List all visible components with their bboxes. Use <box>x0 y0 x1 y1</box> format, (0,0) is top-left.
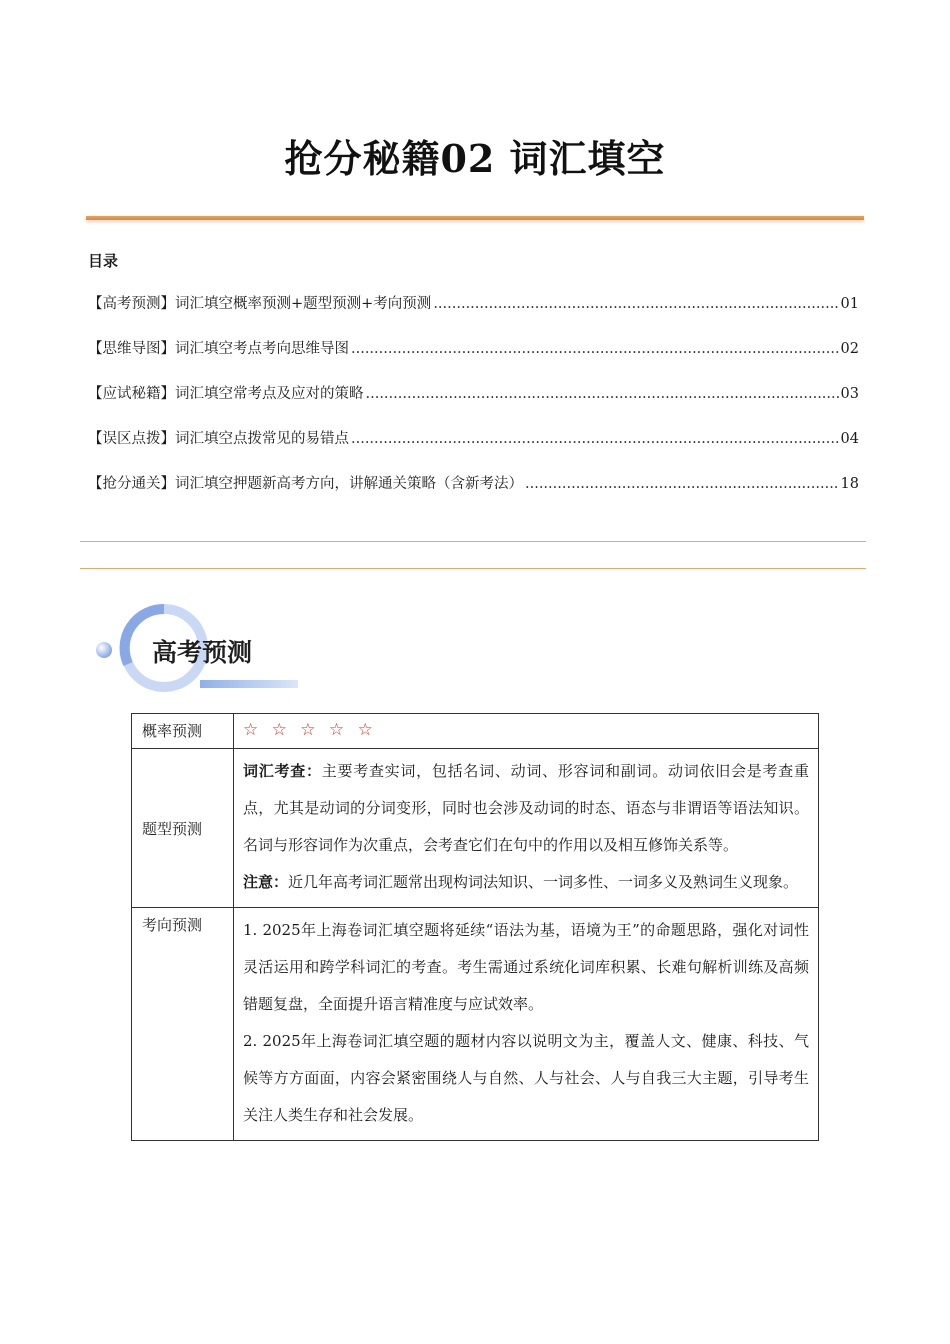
toc-leader-dots <box>433 296 838 312</box>
toc-item-page: 02 <box>840 341 859 357</box>
table-row <box>132 714 819 749</box>
page-title: 抢分秘籍02 词汇填空 <box>284 136 666 181</box>
paragraph <box>243 753 809 864</box>
toc-item-tag: 【抢分通关】 <box>88 476 175 492</box>
paragraph-text: 近几年高考词汇题常出现构词法知识、一词多性、一词多义及熟词生义现象。 <box>288 873 799 891</box>
toc-item-page: 04 <box>840 431 859 447</box>
table-row <box>132 749 819 908</box>
toc-item-tag: 【误区点拨】 <box>88 431 175 447</box>
toc-heading: 目录 <box>88 252 119 270</box>
toc-leader-dots <box>351 431 839 447</box>
toc-item-tag: 【高考预测】 <box>88 296 175 312</box>
paragraph-lead: 词汇考查： <box>243 762 322 780</box>
toc-item[interactable] <box>88 382 859 427</box>
toc-item-text: 词汇填空考点考向思维导图 <box>175 341 349 357</box>
toc-item-tag: 【思维导图】 <box>88 341 175 357</box>
toc-item[interactable] <box>88 472 859 517</box>
toc-item-page: 18 <box>840 476 859 492</box>
section-badge <box>92 604 302 696</box>
toc-leader-dots <box>366 386 839 402</box>
row-content <box>234 749 819 908</box>
section-badge-label: 高考预测 <box>152 638 253 667</box>
row-label: 概率预测 <box>132 714 234 749</box>
toc-item-text: 词汇填空点拨常见的易错点 <box>175 431 349 447</box>
toc-item-page: 01 <box>840 296 859 312</box>
paragraph: 1. 2025年上海卷词汇填空题将延续“语法为基，语境为王”的命题思路，强化对词性灵活运用和跨学科词汇的考查。考生需通过系统化词库积累、长难句解析训练及高频错题复盘，全面提升语言精准度与应试效率。 <box>243 921 809 1013</box>
paragraph-text: 主要考查实词，包括名词、动词、形容词和副词。动词依旧会是考查重点，尤其是动词的分词变形，同时也会涉及动词的时态、语态与非谓语等语法知识。名词与形容词作为次重点，会考查它们在句中的作用以及相互修饰关系等。 <box>243 762 809 854</box>
row-label: 考向预测 <box>132 908 234 1141</box>
toc-item[interactable] <box>88 292 859 337</box>
toc-item[interactable] <box>88 337 859 382</box>
toc-item-text: 词汇填空常考点及应对的策略 <box>175 386 364 402</box>
divider-line <box>80 541 866 542</box>
paragraph: 2. 2025年上海卷词汇填空题的题材内容以说明文为主，覆盖人文、健康、科技、气候等方方面面，内容会紧密围绕人与自然、人与社会、人与自我三大主题，引导考生关注人类生存和社会发展。 <box>243 1032 809 1124</box>
toc-leader-dots <box>351 341 839 357</box>
rating-stars: ☆ ☆ ☆ ☆ ☆ <box>243 720 377 740</box>
prediction-table <box>131 713 819 1141</box>
toc-item-text: 词汇填空押题新高考方向，讲解通关策略（含新考法） <box>175 476 523 492</box>
paragraph-lead: 注意： <box>243 873 289 891</box>
title-underline <box>86 216 864 220</box>
toc-item-page: 03 <box>840 386 859 402</box>
toc-item-tag: 【应试秘籍】 <box>88 386 175 402</box>
toc-item[interactable] <box>88 427 859 472</box>
table-of-contents <box>88 292 859 517</box>
badge-underline-bar <box>200 680 298 688</box>
toc-item-text: 词汇填空概率预测+题型预测+考向预测 <box>175 296 432 312</box>
divider-line <box>80 568 866 569</box>
badge-dot-icon <box>96 642 112 658</box>
row-label: 题型预测 <box>132 749 234 908</box>
table-row <box>132 908 819 1141</box>
toc-leader-dots <box>525 476 839 492</box>
paragraph <box>243 864 809 901</box>
row-content <box>234 714 819 749</box>
row-content <box>234 908 819 1141</box>
